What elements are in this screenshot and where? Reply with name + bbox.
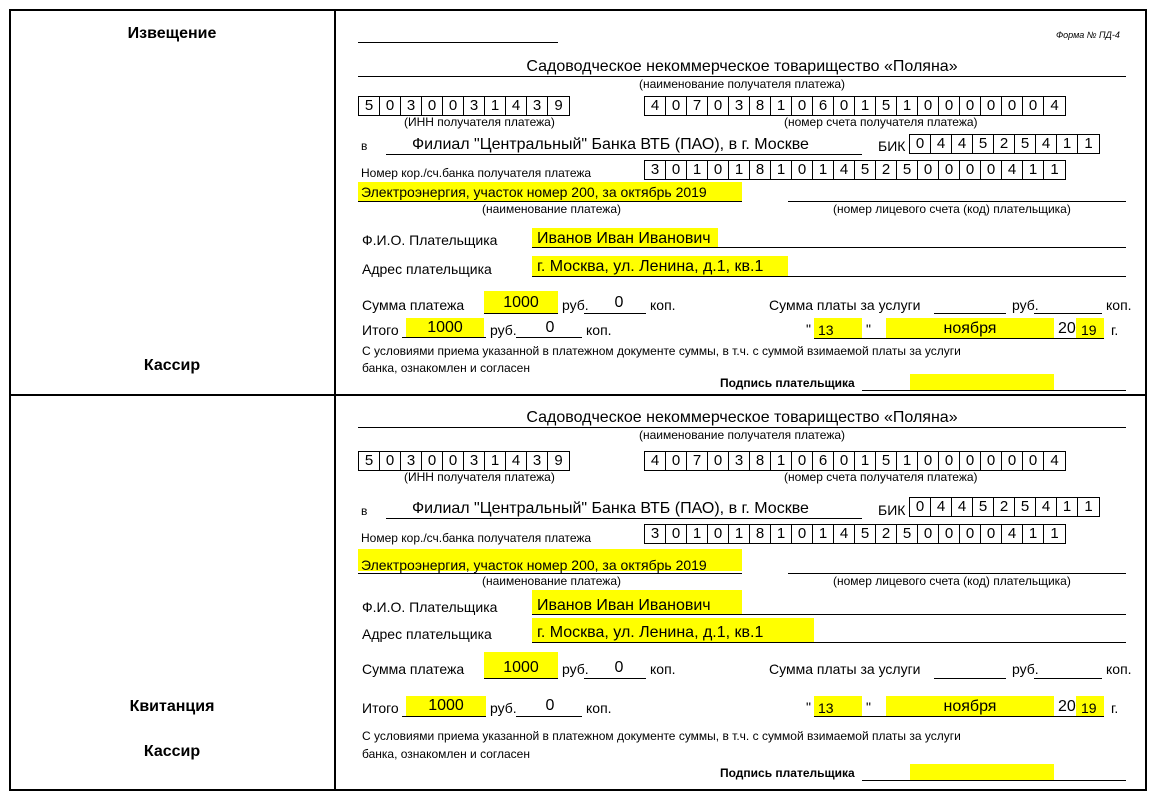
inn-cells [358, 451, 570, 471]
digit-cell: 1 [771, 452, 792, 470]
payer-underline [532, 247, 1126, 248]
digit-cell: 8 [750, 525, 771, 543]
account-cells [644, 96, 1066, 116]
recipient-name: Садоводческое некоммерческое товарищество «Поляна» [526, 58, 958, 75]
sum-rub-unit: руб. [562, 297, 589, 313]
inn-cells [358, 96, 570, 116]
digit-cell: 5 [897, 161, 918, 179]
signature-label: Подпись плательщика [720, 766, 855, 780]
digit-cell: 0 [939, 452, 960, 470]
terms-line1: С условиями приема указанной в платежном документе суммы, в т.ч. с суммой взимаемой платы за услуги [362, 344, 961, 358]
digit-cell: 5 [876, 452, 897, 470]
address-label: Адрес плательщика [362, 261, 492, 277]
digit-cell: 0 [918, 525, 939, 543]
total-kop: 0 [545, 319, 555, 336]
digit-cell: 1 [855, 97, 876, 115]
digit-cell: 0 [939, 525, 960, 543]
terms-line1: С условиями приема указанной в платежном документе суммы, в т.ч. с суммой взимаемой платы за услуги [362, 729, 961, 743]
signature-underline [862, 780, 1126, 781]
date-underline [814, 338, 1104, 339]
digit-cell: 1 [897, 452, 918, 470]
digit-cell: 3 [464, 452, 485, 470]
date-quote-open: " [806, 699, 811, 715]
service-rub-underline [934, 678, 1006, 679]
bik-cells [909, 134, 1100, 154]
digit-cell: 3 [401, 97, 422, 115]
digit-cell: 0 [918, 452, 939, 470]
total-rub: 1000 [427, 319, 463, 336]
digit-cell: 0 [792, 161, 813, 179]
digit-cell: 5 [876, 97, 897, 115]
digit-cell: 0 [981, 525, 1002, 543]
service-kop-unit: коп. [1106, 661, 1132, 677]
digit-cell: 8 [750, 97, 771, 115]
service-rub-underline [934, 313, 1006, 314]
digit-cell: 0 [1023, 452, 1044, 470]
terms-line2: банка, ознакомлен и согласен [362, 361, 530, 375]
address-underline [532, 276, 1126, 277]
sum-rub: 1000 [503, 659, 539, 676]
digit-cell: 1 [1084, 135, 1093, 152]
digit-cell: 1 [813, 161, 834, 179]
signature-highlight [910, 764, 1054, 780]
digit-cell: 0 [792, 97, 813, 115]
digit-cell: 3 [729, 452, 750, 470]
recipient-name: Садоводческое некоммерческое товарищество «Поляна» [526, 409, 958, 426]
digit-cell: 3 [729, 97, 750, 115]
total-kop-underline [516, 716, 582, 717]
inn-caption: (ИНН получателя платежа) [404, 115, 555, 129]
digit-cell: 4 [931, 135, 952, 153]
signature-highlight [910, 374, 1054, 390]
date-quote-open: " [806, 321, 811, 337]
digit-cell: 1 [687, 525, 708, 543]
digit-cell: 1 [729, 525, 750, 543]
recipient-caption: (наименование получателя платежа) [638, 428, 846, 442]
account-cells [644, 451, 1066, 471]
digit-cell: 5 [1015, 498, 1036, 516]
column-divider [334, 9, 336, 791]
date-year-g: г. [1111, 322, 1119, 338]
digit-cell: 0 [960, 525, 981, 543]
digit-cell: 2 [994, 135, 1015, 153]
digit-cell: 3 [401, 452, 422, 470]
digit-cell: 3 [527, 452, 548, 470]
digit-cell: 0 [708, 525, 729, 543]
sum-rub: 1000 [503, 294, 539, 311]
recipient-caption: (наименование получателя платежа) [638, 77, 846, 91]
date-quote-close: " [866, 321, 871, 337]
digit-cell: 0 [708, 161, 729, 179]
receipt-label: Квитанция [129, 698, 215, 715]
digit-cell: 7 [687, 452, 708, 470]
sum-rub-underline [484, 313, 558, 314]
digit-cell: 4 [1002, 161, 1023, 179]
top-blank-line [358, 42, 558, 43]
payer-underline [532, 614, 1126, 615]
payer-name: Иванов Иван Иванович [537, 230, 711, 247]
signature-underline [862, 390, 1126, 391]
digit-cell: 0 [981, 161, 1002, 179]
total-label: Итого [362, 700, 399, 716]
digit-cell: 4 [506, 452, 527, 470]
total-rub-underline [402, 716, 486, 717]
digit-cell: 1 [485, 97, 506, 115]
service-rub-unit: руб. [1012, 661, 1039, 677]
digit-cell: 2 [876, 525, 897, 543]
sum-label: Сумма платежа [362, 661, 465, 677]
digit-cell: 6 [813, 452, 834, 470]
digit-cell: 0 [834, 452, 855, 470]
digit-cell: 0 [960, 161, 981, 179]
bik-label: БИК [878, 138, 906, 154]
date-year-prefix: 20 [1058, 320, 1076, 337]
bank-underline [386, 518, 862, 519]
digit-cell: 5 [359, 452, 380, 470]
digit-cell: 1 [855, 452, 876, 470]
digit-cell: 1 [1084, 498, 1093, 515]
digit-cell: 0 [1023, 97, 1044, 115]
digit-cell: 0 [981, 97, 1002, 115]
service-kop-underline [1034, 678, 1102, 679]
digit-cell: 0 [666, 452, 687, 470]
digit-cell: 0 [380, 97, 401, 115]
digit-cell: 3 [645, 161, 666, 179]
digit-cell: 1 [1057, 498, 1078, 516]
digit-cell: 3 [464, 97, 485, 115]
bik-cells [909, 497, 1100, 517]
digit-cell: 0 [960, 452, 981, 470]
digit-cell: 0 [666, 161, 687, 179]
in-label: в [361, 139, 368, 153]
payer-label: Ф.И.О. Плательщика [362, 232, 498, 248]
digit-cell: 0 [666, 97, 687, 115]
digit-cell: 0 [666, 525, 687, 543]
digit-cell: 5 [855, 161, 876, 179]
address-value: г. Москва, ул. Ленина, д.1, кв.1 [537, 624, 764, 641]
total-rub-unit: руб. [490, 322, 517, 338]
digit-cell: 4 [1050, 452, 1059, 469]
bik-label: БИК [878, 502, 906, 518]
in-label: в [361, 504, 368, 518]
sum-rub-underline [484, 678, 558, 679]
payer-label: Ф.И.О. Плательщика [362, 599, 498, 615]
address-label: Адрес плательщика [362, 626, 492, 642]
inn-caption: (ИНН получателя платежа) [404, 470, 555, 484]
terms-line2: банка, ознакомлен и согласен [362, 747, 530, 761]
date-quote-close: " [866, 699, 871, 715]
digit-cell: 0 [981, 452, 1002, 470]
total-rub: 1000 [428, 697, 464, 714]
total-kop: 0 [545, 697, 555, 714]
digit-cell: 6 [813, 97, 834, 115]
bank-underline [386, 154, 862, 155]
digit-cell: 1 [729, 161, 750, 179]
date-year-suffix: 19 [1081, 322, 1097, 338]
sum-kop: 0 [614, 659, 624, 676]
digit-cell: 1 [771, 525, 792, 543]
digit-cell: 4 [834, 161, 855, 179]
digit-cell: 5 [359, 97, 380, 115]
digit-cell: 5 [973, 498, 994, 516]
digit-cell: 0 [918, 97, 939, 115]
digit-cell: 4 [1050, 97, 1059, 114]
digit-cell: 0 [960, 97, 981, 115]
digit-cell: 4 [645, 452, 666, 470]
digit-cell: 0 [792, 452, 813, 470]
digit-cell: 1 [1050, 525, 1059, 542]
date-underline [814, 716, 1104, 717]
sum-rub-unit: руб. [562, 661, 589, 677]
digit-cell: 3 [645, 525, 666, 543]
personal-account-caption: (номер лицевого счета (код) плательщика) [833, 574, 1071, 588]
digit-cell: 4 [952, 135, 973, 153]
date-year-suffix: 19 [1081, 700, 1097, 716]
date-year-g: г. [1111, 700, 1119, 716]
signature-label: Подпись плательщика [720, 376, 855, 390]
digit-cell: 4 [645, 97, 666, 115]
notice-label: Извещение [127, 25, 217, 42]
digit-cell: 0 [792, 525, 813, 543]
digit-cell: 0 [1002, 452, 1023, 470]
account-caption: (номер счета получателя платежа) [784, 115, 978, 129]
date-month: ноября [943, 698, 997, 715]
digit-cell: 3 [527, 97, 548, 115]
corr-cells [644, 160, 1066, 180]
total-rub-unit: руб. [490, 700, 517, 716]
digit-cell: 2 [876, 161, 897, 179]
digit-cell: 0 [422, 97, 443, 115]
corr-label: Номер кор./сч.банка получателя платежа [361, 531, 592, 545]
payer-name: Иванов Иван Иванович [537, 597, 711, 614]
digit-cell: 4 [506, 97, 527, 115]
account-caption: (номер счета получателя платежа) [784, 470, 978, 484]
digit-cell: 0 [939, 161, 960, 179]
digit-cell: 2 [994, 498, 1015, 516]
form-number: Форма № ПД-4 [1056, 30, 1120, 40]
digit-cell: 1 [1023, 161, 1044, 179]
total-label: Итого [362, 322, 399, 338]
service-kop-underline [1034, 313, 1102, 314]
digit-cell: 7 [687, 97, 708, 115]
digit-cell: 0 [443, 452, 464, 470]
cashier-label-bottom: Кассир [143, 743, 201, 760]
service-label: Сумма платы за услуги [769, 297, 921, 313]
purpose-caption: (наименование платежа) [482, 574, 621, 588]
digit-cell: 1 [485, 452, 506, 470]
digit-cell: 0 [422, 452, 443, 470]
address-value: г. Москва, ул. Ленина, д.1, кв.1 [537, 258, 764, 275]
digit-cell: 0 [918, 161, 939, 179]
corr-cells [644, 524, 1066, 544]
digit-cell: 0 [939, 97, 960, 115]
digit-cell: 4 [1036, 135, 1057, 153]
service-kop-unit: коп. [1106, 297, 1132, 313]
personal-account-caption: (номер лицевого счета (код) плательщика) [833, 202, 1071, 216]
digit-cell: 4 [834, 525, 855, 543]
service-rub-unit: руб. [1012, 297, 1039, 313]
bank-name: Филиал "Центральный" Банка ВТБ (ПАО), в г. Москве [412, 136, 809, 153]
digit-cell: 0 [910, 498, 931, 516]
digit-cell: 1 [1057, 135, 1078, 153]
digit-cell: 4 [931, 498, 952, 516]
date-day: 13 [818, 700, 834, 716]
service-label: Сумма платы за услуги [769, 661, 921, 677]
digit-cell: 9 [554, 97, 563, 114]
digit-cell: 1 [813, 525, 834, 543]
section-divider [9, 394, 1147, 396]
digit-cell: 0 [443, 97, 464, 115]
digit-cell: 1 [771, 97, 792, 115]
sum-kop: 0 [614, 294, 624, 311]
digit-cell: 0 [910, 135, 931, 153]
digit-cell: 0 [708, 97, 729, 115]
digit-cell: 1 [687, 161, 708, 179]
purpose-value: Электроэнергия, участок номер 200, за октябрь 2019 [361, 184, 707, 200]
digit-cell: 0 [708, 452, 729, 470]
digit-cell: 5 [855, 525, 876, 543]
sum-kop-underline [584, 313, 646, 314]
digit-cell: 4 [1036, 498, 1057, 516]
total-kop-unit: коп. [586, 700, 612, 716]
sum-label: Сумма платежа [362, 297, 465, 313]
digit-cell: 1 [1023, 525, 1044, 543]
cashier-label-top: Кассир [143, 357, 201, 374]
digit-cell: 8 [750, 161, 771, 179]
corr-label: Номер кор./сч.банка получателя платежа [361, 166, 592, 180]
digit-cell: 9 [554, 452, 563, 469]
digit-cell: 5 [973, 135, 994, 153]
sum-kop-unit: коп. [650, 661, 676, 677]
digit-cell: 1 [771, 161, 792, 179]
digit-cell: 4 [1002, 525, 1023, 543]
address-underline [532, 642, 1126, 643]
date-month: ноября [943, 320, 997, 337]
purpose-value: Электроэнергия, участок номер 200, за октябрь 2019 [361, 557, 707, 573]
digit-cell: 5 [897, 525, 918, 543]
digit-cell: 8 [750, 452, 771, 470]
digit-cell: 1 [897, 97, 918, 115]
digit-cell: 0 [1002, 97, 1023, 115]
purpose-caption: (наименование платежа) [482, 202, 621, 216]
total-kop-underline [516, 337, 582, 338]
digit-cell: 4 [952, 498, 973, 516]
date-year-prefix: 20 [1058, 698, 1076, 715]
bank-name: Филиал "Центральный" Банка ВТБ (ПАО), в г. Москве [412, 500, 809, 517]
sum-kop-underline [584, 678, 646, 679]
total-rub-underline [402, 337, 486, 338]
digit-cell: 0 [380, 452, 401, 470]
digit-cell: 5 [1015, 135, 1036, 153]
digit-cell: 1 [1050, 161, 1059, 178]
date-day: 13 [818, 322, 834, 338]
sum-kop-unit: коп. [650, 297, 676, 313]
total-kop-unit: коп. [586, 322, 612, 338]
digit-cell: 0 [834, 97, 855, 115]
